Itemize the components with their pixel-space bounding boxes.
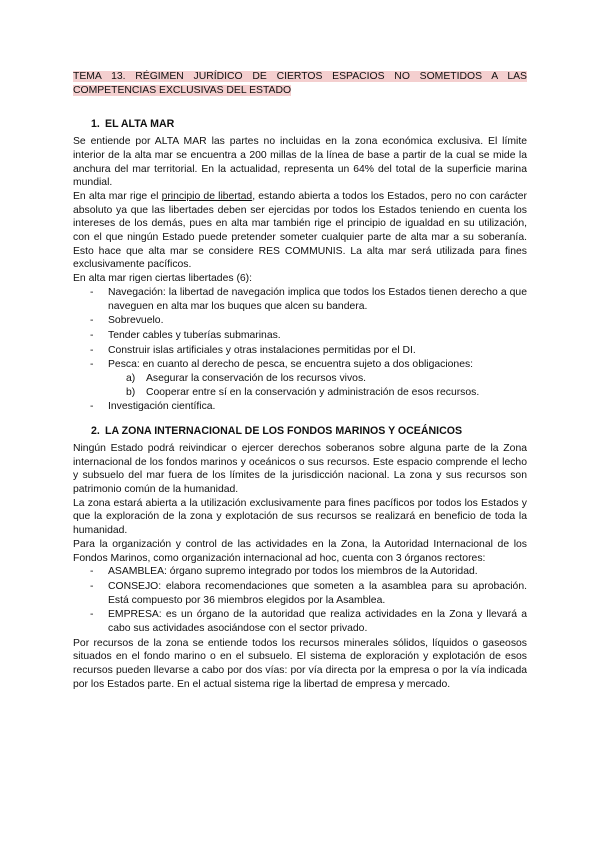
list-item-text: Pesca: en cuanto al derecho de pesca, se encuentra sujeto a dos obligaciones: <box>108 359 474 371</box>
list-item <box>73 565 527 579</box>
list-item <box>73 314 527 328</box>
governing-bodies-list <box>73 565 527 636</box>
list-item <box>73 358 527 399</box>
list-item <box>73 286 527 313</box>
dash-bullet: - <box>90 359 94 371</box>
section-1-paragraph-1: Se entiende por ALTA MAR las partes no incluidas en la zona económica exclusiva. El límite interior de la alta mar se encuentra a 200 millas de la línea de base a partir de la cual se mide la anchura del mar territorial. En la actualidad, representa un 64% del total de la superficie marina mundial. <box>73 136 527 189</box>
section-2-number: 2. <box>91 425 100 438</box>
section-2-heading <box>73 425 527 439</box>
principio-de-libertad-term: principio de libertad <box>161 190 253 202</box>
list-item-text: Tender cables y tuberías submarinas. <box>108 329 281 341</box>
section-1-title: EL ALTA MAR <box>105 118 175 131</box>
section-2-paragraph-4: Por recursos de la zona se entiende todos los recursos minerales sólidos, líquidos o gaseosos situados en el fondo marino o en el subsuelo. El sistema de exploración y explotación de esos recursos pueden llevarse a cabo por dos vías: por vía directa por la empresa o por la vía indicada por los Estados parte. En el actual sistema rige la libertad de empresa y mercado. <box>73 637 527 690</box>
document-title <box>73 70 527 97</box>
document-title-text: TEMA 13. RÉGIMEN JURÍDICO DE CIERTOS ESPACIOS NO SOMETIDOS A LAS COMPETENCIAS EXCLUSIVAS DEL ESTADO <box>73 71 527 96</box>
list-item <box>73 608 527 635</box>
sub-list-text: Cooperar entre sí en la conservación y administración de esos recursos. <box>146 386 480 398</box>
dash-bullet: - <box>90 580 94 592</box>
freedoms-list <box>73 286 527 414</box>
list-item-text: Navegación: la libertad de navegación implica que todos los Estados tienen derecho a que naveguen en alta mar los buques que alcen su bandera. <box>108 286 527 312</box>
section-2-paragraph-1: Ningún Estado podrá reivindicar o ejercer derechos soberanos sobre alguna parte de la Zona internacional de los fondos marinos y oceánicos o sus recursos. Este espacio comprende el lecho y subsuelo del mar fuera de los límites de la jurisdicción nacional. La zona y sus recursos son patrimonio común de la humanidad. <box>73 442 527 495</box>
list-item-text: ASAMBLEA: órgano supremo integrado por todos los miembros de la Autoridad. <box>108 566 478 578</box>
sub-list-text: Asegurar la conservación de los recursos vivos. <box>146 373 367 385</box>
section-1-paragraph-3: En alta mar rigen ciertas libertades (6): <box>73 273 253 285</box>
section-1-paragraph-2-end: , estando abierta a todos los Estados, pero no con carácter absoluto ya que las libertades deben ser ejercidas por todos los Estados teniendo en cuenta los intereses de los demás, pues en alta mar también rige el principio de igualdad en su utilización, con el que ningún Estado puede pretender someter cualquier parte de alta mar a su soberanía. Esto hace que alta mar se considere RES COMMUNIS. La alta mar será utilizada para fines exclusivamente pacíficos. <box>73 190 527 271</box>
dash-bullet: - <box>90 315 94 327</box>
section-2-paragraph-3: Para la organización y control de las actividades en la Zona, la Autoridad Internacional de los Fondos Marinos, como organización internacional ad hoc, cuenta con 3 órganos rectores: <box>73 538 527 564</box>
section-2-paragraph-2: La zona estará abierta a la utilización exclusivamente para fines pacíficos por todos los Estados y que la exploración de la zona y explotación de sus recursos se realizará en beneficio de toda la humanidad. <box>73 497 527 537</box>
list-item <box>73 580 527 607</box>
section-1-paragraph-2 <box>73 190 527 272</box>
list-item <box>73 400 527 414</box>
dash-bullet: - <box>90 401 94 413</box>
list-item-text: Sobrevuelo. <box>108 315 164 327</box>
list-item-text: CONSEJO: elabora recomendaciones que someten a la asamblea para su aprobación. Está compuesto por 36 miembros elegidos por la Asamblea. <box>108 580 527 606</box>
sub-list-letter: a) <box>126 373 136 385</box>
section-1-number: 1. <box>91 118 100 131</box>
dash-bullet: - <box>90 344 94 356</box>
list-item <box>73 329 527 343</box>
list-item-text: Construir islas artificiales y otras instalaciones permitidas por el DI. <box>108 344 416 356</box>
section-spacer <box>73 415 527 425</box>
dash-bullet: - <box>90 329 94 341</box>
section-1-heading <box>73 118 527 132</box>
document-page <box>73 70 527 692</box>
dash-bullet: - <box>90 566 94 578</box>
section-1-paragraph-2-start: En alta mar rige el <box>73 190 162 202</box>
list-item-text: Investigación científica. <box>108 401 216 413</box>
sub-list-item <box>108 386 527 400</box>
list-item <box>73 344 527 358</box>
list-item-text: EMPRESA: es un órgano de la autoridad que realiza actividades en la Zona y llevará a cabo sus actividades asociándose con el sector privado. <box>108 609 527 635</box>
sub-list-letter: b) <box>126 386 136 398</box>
sub-list-item <box>108 372 527 386</box>
section-2-title: LA ZONA INTERNACIONAL DE LOS FONDOS MARINOS Y OCEÁNICOS <box>105 425 463 438</box>
dash-bullet: - <box>90 609 94 621</box>
dash-bullet: - <box>90 286 94 298</box>
fishing-obligations-list <box>108 372 527 399</box>
